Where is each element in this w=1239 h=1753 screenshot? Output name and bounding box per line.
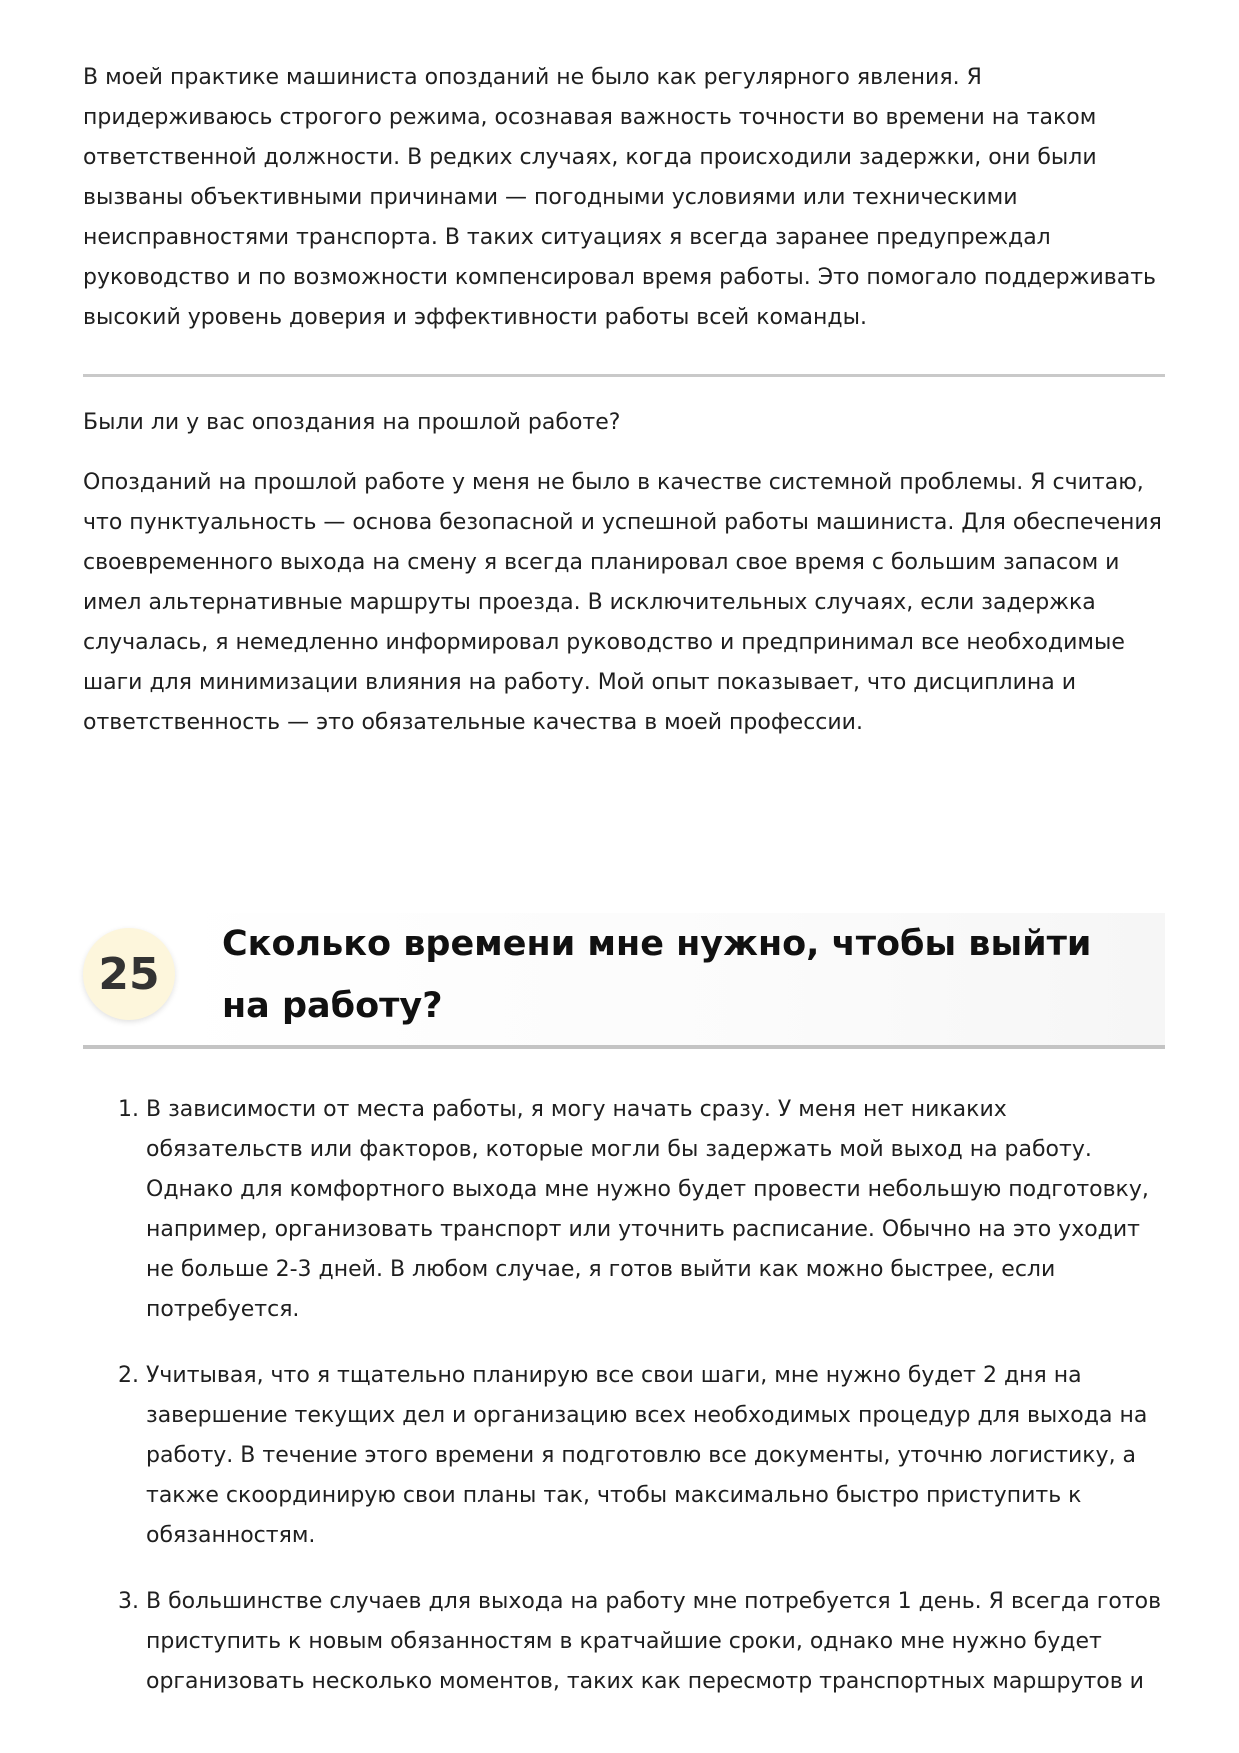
previous-answer-block xyxy=(83,58,1165,743)
list-item-number: 2. xyxy=(118,1363,139,1388)
list-item xyxy=(83,1090,1165,1330)
header-divider xyxy=(83,1045,1165,1049)
section-header xyxy=(83,913,1165,1048)
list-item-text: В большинстве случаев для выхода на работу мне потребуется 1 день. Я всегда готов приступить к новым обязанностям в кратчайшие сроки, однако мне нужно будет организовать несколько моментов, таких как пересмотр транспортных маршрутов и xyxy=(146,1589,1162,1694)
answer-list xyxy=(83,1090,1165,1728)
list-item-text: Учитывая, что я тщательно планирую все свои шаги, мне нужно будет 2 дня на завершение текущих дел и организацию всех необходимых процедур для выхода на работу. В течение этого времени я подготовлю все документы, уточню логистику, а также скоординирую свои планы так, чтобы максимально быстро приступить к обязанностям. xyxy=(146,1363,1148,1548)
list-item-text: В зависимости от места работы, я могу начать сразу. У меня нет никаких обязательств или факторов, которые могли бы задержать мой выход на работу. Однако для комфортного выхода мне нужно будет провести небольшую подготовку, например, организовать транспорт или уточнить расписание. Обычно на это уходит не больше 2-3 дней. В любом случае, я готов выйти как можно быстрее, если потребуется. xyxy=(146,1097,1149,1322)
list-item xyxy=(83,1356,1165,1556)
section-number-badge: 25 xyxy=(83,928,175,1020)
intro-paragraph: В моей практике машиниста опозданий не было как регулярного явления. Я придерживаюсь строгого режима, осознавая важность точности во времени на таком ответственной должности. В редких случаях, когда происходили задержки, они были вызваны объективными причинами — погодными условиями или техническими неисправностями транспорта. В таких ситуациях я всегда заранее предупреждал руководство и по возможности компенсировал время работы. Это помогало поддерживать высокий уровень доверия и эффективности работы всей команды. xyxy=(83,65,1156,330)
list-item xyxy=(83,1582,1165,1702)
question-text: Были ли у вас опоздания на прошлой работе? xyxy=(83,410,621,435)
answer-paragraph: Опозданий на прошлой работе у меня не было в качестве системной проблемы. Я считаю, что пунктуальность — основа безопасной и успешной работы машиниста. Для обеспечения своевременного выхода на смену я всегда планировал свое время с большим запасом и имел альтернативные маршруты проезда. В исключительных случаях, если задержка случалась, я немедленно информировал руководство и предпринимал все необходимые шаги для минимизации влияния на работу. Мой опыт показывает, что дисциплина и ответственность — это обязательные качества в моей профессии. xyxy=(83,470,1162,735)
list-item-number: 1. xyxy=(118,1097,139,1122)
section-title: Сколько времени мне нужно, чтобы выйти на работу? xyxy=(222,924,1092,1026)
list-item-number: 3. xyxy=(118,1589,139,1614)
